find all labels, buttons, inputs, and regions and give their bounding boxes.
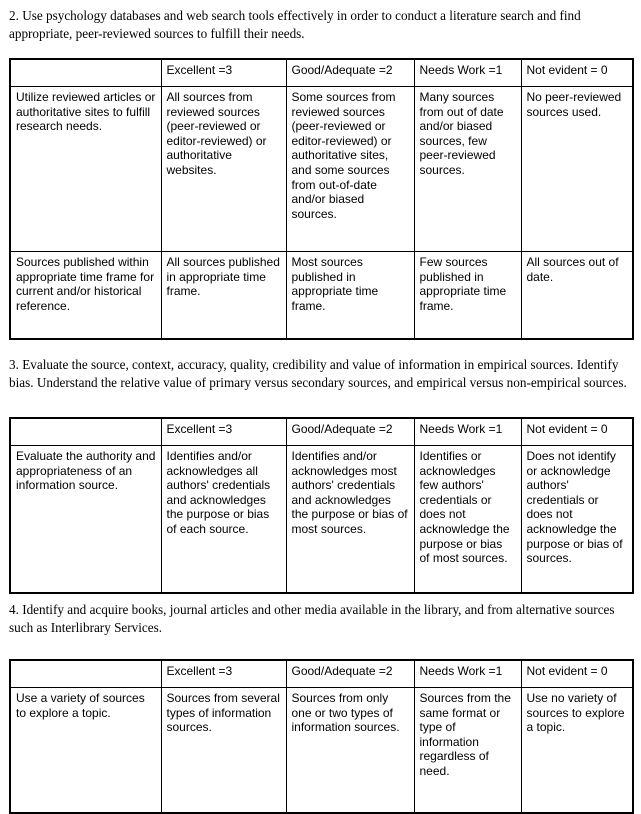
cell-needs-work: Many sources from out of date and/or biased sources, few peer-reviewed sources. [414, 87, 521, 252]
header-cell-good-adequate: Good/Adequate =2 [286, 418, 414, 446]
header-cell-criterion [10, 418, 161, 446]
header-cell-excellent: Excellent =3 [161, 59, 286, 87]
header-cell-criterion [10, 660, 161, 688]
cell-good-adequate: Identifies and/or acknowledges most authors' credentials and acknowledges the purpose or bias of most sources. [286, 446, 414, 594]
cell-not-evident: All sources out of date. [521, 252, 633, 340]
cell-not-evident: Does not identify or acknowledge authors' credentials or does not acknowledge the purpose or bias of sources. [521, 446, 633, 594]
rubric-table-outcome-3 [9, 417, 634, 594]
header-cell-good-adequate: Good/Adequate =2 [286, 59, 414, 87]
header-cell-needs-work: Needs Work =1 [414, 418, 521, 446]
cell-needs-work: Sources from the same format or type of information regardless of need. [414, 688, 521, 814]
table-header-row [10, 660, 633, 688]
cell-good-adequate: Sources from only one or two types of information sources. [286, 688, 414, 814]
cell-not-evident: Use no variety of sources to explore a topic. [521, 688, 633, 814]
cell-excellent: Identifies and/or acknowledges all authors' credentials and acknowledges the purpose or bias of each source. [161, 446, 286, 594]
table-row [10, 87, 633, 252]
cell-excellent: All sources from reviewed sources (peer-reviewed or editor-reviewed) or authoritative websites. [161, 87, 286, 252]
header-cell-not-evident: Not evident = 0 [521, 660, 633, 688]
cell-needs-work: Few sources published in appropriate time frame. [414, 252, 521, 340]
table-header-row [10, 418, 633, 446]
rubric-table-outcome-2 [9, 58, 634, 340]
table-row [10, 446, 633, 594]
cell-excellent: All sources published in appropriate time frame. [161, 252, 286, 340]
header-cell-needs-work: Needs Work =1 [414, 660, 521, 688]
cell-good-adequate: Some sources from reviewed sources (peer-reviewed or editor-reviewed) or authoritative sites, and some sources from out-of-date and/or biased sources. [286, 87, 414, 252]
cell-not-evident: No peer-reviewed sources used. [521, 87, 633, 252]
header-cell-criterion [10, 59, 161, 87]
header-cell-not-evident: Not evident = 0 [521, 418, 633, 446]
cell-excellent: Sources from several types of information sources. [161, 688, 286, 814]
header-cell-not-evident: Not evident = 0 [521, 59, 633, 87]
table-header-row [10, 59, 633, 87]
header-cell-excellent: Excellent =3 [161, 660, 286, 688]
outcome-statement-4: 4. Identify and acquire books, journal articles and other media available in the library, and from alternative sources such as Interlibrary Services. [9, 602, 615, 635]
table-row [10, 252, 633, 340]
table-row [10, 688, 633, 814]
cell-criterion: Use a variety of sources to explore a topic. [10, 688, 161, 814]
cell-criterion: Sources published within appropriate time frame for current and/or historical reference. [10, 252, 161, 340]
cell-criterion: Utilize reviewed articles or authoritative sites to fulfill research needs. [10, 87, 161, 252]
cell-good-adequate: Most sources published in appropriate time frame. [286, 252, 414, 340]
header-cell-needs-work: Needs Work =1 [414, 59, 521, 87]
outcome-statement-2: 2. Use psychology databases and web search tools effectively in order to conduct a literature search and find appropriate, peer-reviewed sources to fulfill their needs. [9, 8, 581, 41]
cell-criterion: Evaluate the authority and appropriateness of an information source. [10, 446, 161, 594]
rubric-table-outcome-4 [9, 659, 634, 814]
header-cell-good-adequate: Good/Adequate =2 [286, 660, 414, 688]
outcome-statement-3: 3. Evaluate the source, context, accuracy, quality, credibility and value of information in empirical sources. Identify bias. Understand the relative value of primary versus secondary sources, and empirical versus non-empirical sources. [9, 357, 627, 390]
cell-needs-work: Identifies or acknowledges few authors' credentials or does not acknowledge the purpose or bias of most sources. [414, 446, 521, 594]
header-cell-excellent: Excellent =3 [161, 418, 286, 446]
